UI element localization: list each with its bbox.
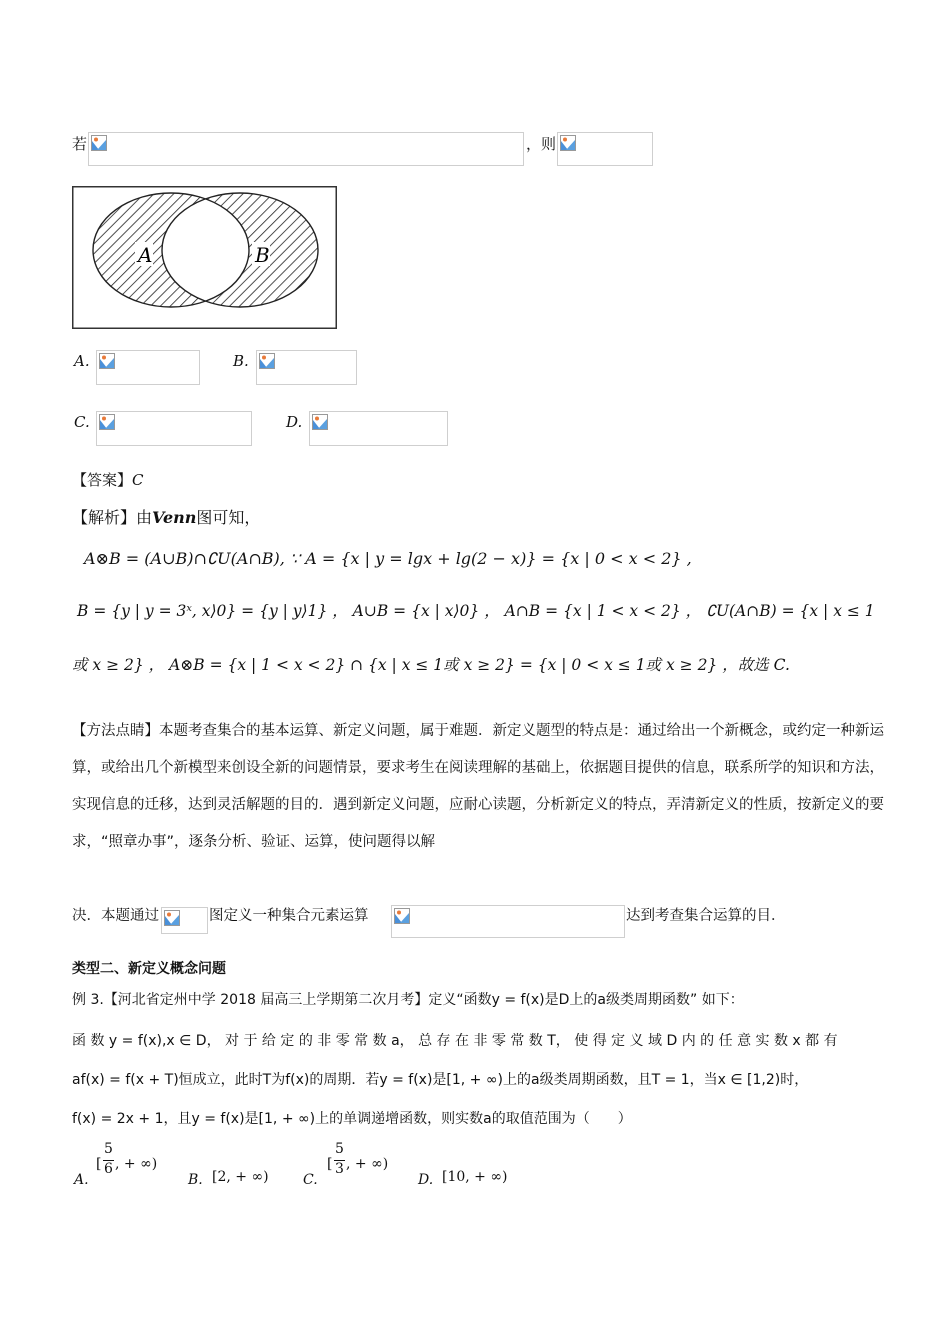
then-text: ，则 bbox=[526, 135, 557, 153]
broken-image-icon bbox=[91, 135, 107, 151]
ex3-option-c-den: 3 bbox=[335, 1161, 344, 1177]
example3-line-2: 函 数 y = f(x),x ∈ D， 对 于 给 定 的 非 零 常 数 a， 总 存 在 非 零 常 数 T， 使 得 定 义 域 D 内 的 任 意 实 数 x 都 有 bbox=[72, 1033, 838, 1049]
analysis-formula-line-1: A⊗B = (A∪B)∩∁U(A∩B), ∵ A = {x | y = lgx + lg(2 − x)} = {x | 0 < x < 2} , bbox=[84, 549, 692, 568]
analysis-label: 【解析】 bbox=[72, 508, 137, 527]
formula-image-result bbox=[557, 132, 653, 166]
option-b-label: B. bbox=[233, 352, 249, 370]
section-title: 类型二、新定义概念问题 bbox=[72, 961, 226, 977]
example3-line-3: af(x) = f(x + T)恒成立，此时T为f(x)的周期．若y = f(x)是[1, + ∞)上的a级类周期函数，且T = 1，当x ∈ [1,2)时， bbox=[72, 1072, 809, 1088]
option-d-label: D. bbox=[286, 413, 303, 431]
method-label: 【方法点睛】 bbox=[72, 723, 159, 739]
ex3-option-d[interactable]: [10, + ∞) bbox=[442, 1169, 508, 1185]
option-c-label: C. bbox=[74, 413, 90, 431]
option-a-image[interactable] bbox=[96, 350, 200, 385]
ex3-option-c-label: C. bbox=[303, 1172, 318, 1188]
if-text: 若 bbox=[72, 135, 88, 153]
method-paragraph bbox=[72, 713, 892, 861]
venn-diagram bbox=[72, 186, 337, 329]
answer-line bbox=[72, 469, 144, 490]
analysis-intro bbox=[72, 505, 260, 528]
analysis-intro-post: 图可知， bbox=[196, 508, 261, 527]
broken-image-icon bbox=[312, 414, 328, 430]
option-c-image[interactable] bbox=[96, 411, 252, 446]
broken-image-icon bbox=[99, 414, 115, 430]
broken-image-icon bbox=[259, 353, 275, 369]
ex3-option-c-num: 5 bbox=[335, 1141, 344, 1157]
option-d-image[interactable] bbox=[309, 411, 448, 446]
ex3-option-c-tail: , + ∞) bbox=[346, 1156, 389, 1172]
ex3-option-b[interactable]: [2, + ∞) bbox=[212, 1169, 269, 1185]
broken-image-icon bbox=[164, 910, 180, 926]
analysis-formula-line-2: B = {y | y = 3ˣ, x⟩0} = {y | y⟩1} ， A∪B = {x | x⟩0} ， A∩B = {x | 1 < x < 2} ， ∁U(A∩B) = {x | x ≤ 1 bbox=[77, 602, 875, 620]
ex3-option-a-den: 6 bbox=[104, 1161, 113, 1177]
broken-image-icon bbox=[560, 135, 576, 151]
example3-line-4: f(x) = 2x + 1，且y = f(x)是[1, + ∞)上的单调递增函数，则实数a的取值范围为（ ） bbox=[72, 1111, 632, 1127]
venn-word-image bbox=[161, 907, 208, 934]
method-last-b: 图定义一种集合元素运算 bbox=[209, 908, 369, 924]
broken-image-icon bbox=[394, 908, 410, 924]
answer-label: 【答案】 bbox=[72, 471, 133, 489]
formula-image-condition bbox=[88, 132, 524, 166]
method-text: 本题考查集合的基本运算、新定义问题，属于难题．新定义题型的特点是：通过给出一个新概念，或约定一种新运算，或给出几个新模型来创设全新的问题情景，要求考生在阅读理解的基础上，依据题目提供的信息，联系所学的知识和方法，实现信息的迁移，达到灵活解题的目的．遇到新定义问题，应耐心读题，分析新定义的特点，弄清新定义的性质，按新定义的要求，“照章办事”，逐条分析、验证、运算，使问题得以解 bbox=[72, 723, 884, 850]
answer-value: C bbox=[132, 471, 144, 489]
ex3-option-a-num: 5 bbox=[104, 1141, 113, 1157]
option-a-label: A. bbox=[74, 352, 90, 370]
analysis-formula-line-3: 或 x ≥ 2} ， A⊗B = {x | 1 < x < 2} ∩ {x | x ≤ 1或 x ≥ 2} = {x | 0 < x ≤ 1或 x ≥ 2} ，故选 C. bbox=[72, 656, 790, 674]
ex3-option-a-tail: , + ∞) bbox=[115, 1156, 158, 1172]
method-last-c: 达到考查集合运算的目． bbox=[626, 908, 786, 924]
ex3-option-d-label: D. bbox=[418, 1172, 434, 1188]
venn-label-a: A bbox=[138, 243, 153, 267]
method-last-a: 决．本题通过 bbox=[72, 908, 159, 924]
broken-image-icon bbox=[99, 353, 115, 369]
venn-label-b: B bbox=[255, 243, 270, 267]
example3-line-1: 例 3.【河北省定州中学 2018 届高三上学期第二次月考】定义“函数y = f(x)是D上的a级类周期函数” 如下： bbox=[72, 992, 744, 1008]
ex3-option-b-label: B. bbox=[188, 1172, 203, 1188]
ex3-option-a-label: A. bbox=[74, 1172, 89, 1188]
operation-image bbox=[391, 905, 625, 938]
analysis-intro-pre: 由 bbox=[136, 508, 153, 527]
option-b-image[interactable] bbox=[256, 350, 357, 385]
analysis-venn-word: Venn bbox=[152, 508, 197, 527]
